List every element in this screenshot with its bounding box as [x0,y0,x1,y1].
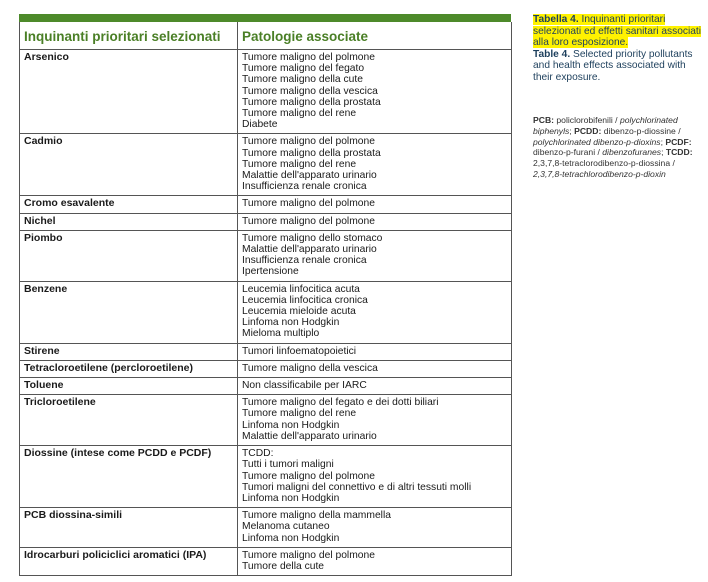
disease-item: Mieloma multiplo [242,328,320,340]
disease-item: Tumore maligno del polmone [242,549,375,561]
pollutant-name: Tetracloroetilene (percloroetilene) [20,360,238,377]
disease-item: Tumore maligno della cute [242,74,363,86]
table-row [20,446,512,508]
note-pcb-en: polychlorinated biphenyls [533,115,678,136]
disease-item: Tumore maligno del fegato [242,63,365,75]
pollutant-name: Toluene [20,378,238,395]
table-row [20,230,512,281]
pollutant-name: Cromo esavalente [20,196,238,213]
disease-item: Tumore della cute [242,560,325,572]
table-caption [533,14,703,84]
note-pcdd-en: polychlorinated dibenzo-p-dioxins [533,136,661,147]
disease-list [238,395,512,446]
disease-item: Tumore maligno del rene [242,158,357,170]
disease-item: Tumore maligno della vescica [242,85,378,97]
disease-item: Malattie dell'apparato urinario [242,430,377,442]
caption-english [533,49,703,84]
abbreviation-notes: PCB: policlorobifenili / polychlorinated biphenyls; PCDD: dibenzo-p-diossine / polychlorinated dibenzo-p-dioxins; PCDF: dibenzo-p-furani / dibenzofuranes; TCDD: 2,3,7,8-tetraclorodibenzo-p-diossina / 2,3,7,8-tetrachlorodibenzo-p-dioxin [533,115,693,179]
pollutant-name: Cadmio [20,134,238,196]
disease-item: Tumori maligni del connettivo e di altri tessuti molli [242,481,472,493]
table-row [20,360,512,377]
disease-item: Tumore maligno del polmone [242,136,375,148]
disease-item: Ipertensione [242,266,299,278]
table-body [20,50,512,576]
disease-list [238,547,512,575]
pollutant-name: Piombo [20,230,238,281]
table-header-row [20,22,512,50]
header-pollutants: Inquinanti prioritari selezionati [20,22,238,50]
table-row [20,281,512,343]
disease-list [238,378,512,395]
pollutants-table [19,22,512,576]
disease-item: Tumore maligno del polmone [242,198,375,210]
caption-it-text: Inquinanti prioritari selezionati ed effetti sanitari associati alla loro esposizione. [533,14,701,49]
disease-list [238,508,512,548]
note-pcdf-en: dibenzofuranes [602,147,662,158]
disease-list [238,230,512,281]
disease-list [238,134,512,196]
disease-item: Linfoma non Hodgkin [242,317,340,329]
disease-item: Tumore maligno del polmone [242,52,375,63]
disease-list [238,360,512,377]
disease-item: Diabete [242,119,278,131]
disease-item: Malattie dell'apparato urinario [242,244,377,256]
disease-list [238,50,512,134]
table-row [20,343,512,360]
disease-list [238,196,512,213]
pollutant-name: Tricloroetilene [20,395,238,446]
disease-item: Melanoma cutaneo [242,521,330,533]
pollutant-name: Diossine (intese come PCDD e PCDF) [20,446,238,508]
disease-item: Linfoma non Hodgkin [242,492,340,504]
disease-item: Tumore maligno della vescica [242,362,378,374]
caption-italian [533,14,701,48]
disease-item: Non classificabile per IARC [242,380,367,392]
table-row [20,378,512,395]
disease-item: Leucemia mieloide acuta [242,306,356,318]
note-tcdd-en: 2,3,7,8-tetrachlorodibenzo-p-dioxin [533,168,666,179]
disease-item: Tumore maligno del polmone [242,470,375,482]
table-row [20,213,512,230]
disease-item: Tumore maligno del rene [242,108,357,120]
pollutant-name: Nichel [20,213,238,230]
disease-item: Linfoma non Hodgkin [242,419,340,431]
note-pcdd-label: PCDD: [574,125,602,136]
pollutant-name: Stirene [20,343,238,360]
disease-item: Linfoma non Hodgkin [242,532,340,544]
disease-list [238,281,512,343]
note-tcdd-it: 2,3,7,8-tetraclorodibenzo-p-diossina / [533,158,675,169]
note-pcdf-it: dibenzo-p-furani / [533,147,603,158]
disease-list [238,213,512,230]
disease-item: Tumori linfoematopoietici [242,345,357,357]
note-pcb-label: PCB: [533,115,555,125]
table-row [20,547,512,575]
pollutant-name: PCB diossina-simili [20,508,238,548]
note-pcdf-label: PCDF: [665,136,692,147]
pollutant-name: Benzene [20,281,238,343]
disease-item: Malattie dell'apparato urinario [242,170,377,182]
pollutants-table-container [19,14,511,576]
disease-item: Tumore maligno del rene [242,408,357,420]
table-row [20,50,512,134]
disease-item: Insufficienza renale cronica [242,255,367,267]
disease-item: TCDD: [242,448,274,460]
disease-item: Tumore maligno del polmone [242,215,375,227]
caption-en-label: Table 4. [533,48,571,60]
disease-item: Leucemia linfocitica cronica [242,294,368,306]
disease-item: Leucemia linfocitica acuta [242,283,360,295]
table-top-bar [19,14,511,22]
table-row [20,508,512,548]
disease-item: Tumore maligno dello stomaco [242,232,383,244]
table-row [20,134,512,196]
note-pcdd-it: dibenzo-p-diossine / [601,125,681,136]
disease-item: Tumore maligno della prostata [242,147,381,159]
disease-item: Tutti i tumori maligni [242,459,334,471]
caption-it-label: Tabella 4. [533,14,579,25]
pollutant-name: Idrocarburi policiclici aromatici (IPA) [20,547,238,575]
note-pcb-it: policlorobifenili / [554,115,620,125]
disease-item: Insufficienza renale cronica [242,181,367,193]
disease-item: Tumore maligno della prostata [242,96,381,108]
disease-item: Tumore maligno della mammella [242,510,391,522]
table-row [20,196,512,213]
caption-en-text: Selected priority pollutants and health effects associated with their exposure. [533,48,693,83]
table-row [20,395,512,446]
note-tcdd-label: TCDD: [665,147,693,158]
pollutant-name: Arsenico [20,50,238,134]
disease-list [238,343,512,360]
disease-item: Tumore maligno del fegato e dei dotti biliari [242,397,439,409]
header-diseases: Patologie associate [238,22,512,50]
disease-list [238,446,512,508]
